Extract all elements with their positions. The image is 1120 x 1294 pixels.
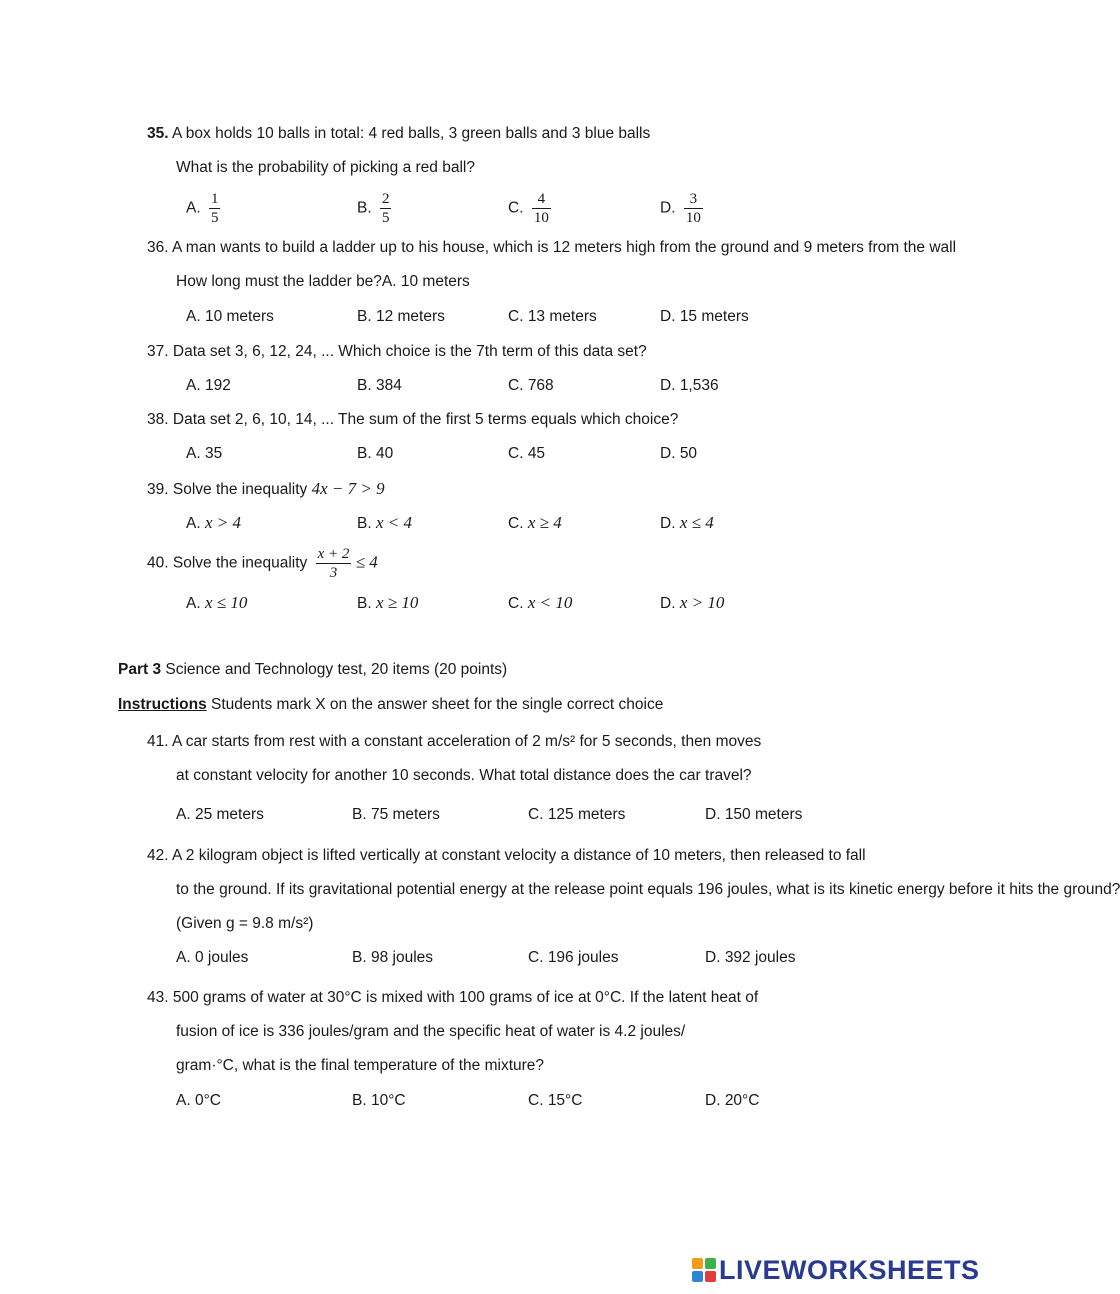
question-number: 41. (147, 733, 169, 750)
question-38 (147, 403, 678, 437)
option-d: D. 392 joules (705, 949, 796, 966)
option-d: D. 20°C (705, 1092, 760, 1109)
logo-square-icon (692, 1258, 703, 1269)
section-label: Part 3 (118, 661, 162, 678)
section-3-instructions (118, 690, 663, 720)
option-d: D. 15 meters (660, 308, 749, 325)
question-text-cont: What is the probability of picking a red ball? (176, 159, 475, 176)
option-c: C. 45 (508, 445, 546, 462)
question-number: 43. (147, 989, 169, 1006)
question-number: 36. (147, 239, 169, 256)
question-text-cont: gram·°C, what is the final temperature of the mixture? (176, 1057, 545, 1074)
option-d: D. x > 10 (660, 593, 725, 612)
question-number: 39. (147, 481, 169, 498)
logo-mark-icon (692, 1258, 716, 1282)
question-42 (147, 839, 866, 873)
option-b: B. 40 (357, 445, 394, 462)
fraction: $\frac{3}{10}$ (685, 191, 701, 226)
option-c: C. 125 meters (528, 806, 626, 823)
option-b: B. x < 4 (357, 513, 412, 532)
option-d: D. $\frac{3}{10}$ (660, 191, 701, 226)
option-c: C. 768 (508, 377, 554, 394)
instructions-text: Students mark X on the answer sheet for the single correct choice (206, 696, 664, 713)
logo-square-icon (705, 1271, 716, 1282)
question-number: 37. (147, 343, 169, 360)
question-text-cont: at constant velocity for another 10 seconds. What total distance does the car travel? (176, 767, 752, 784)
option-c: C. 196 joules (528, 949, 619, 966)
logo-text: LIVEWORKSHEETS (719, 1254, 980, 1285)
option-d: D. 50 (660, 445, 698, 462)
question-text: Data set 3, 6, 12, 24, ... Which choice is the 7th term of this data set? (172, 343, 647, 360)
fraction: $\frac{4}{10}$ (533, 191, 549, 226)
option-d: D. 150 meters (705, 806, 803, 823)
logo-square-icon (705, 1258, 716, 1269)
fraction: $\frac{2}{5}$ (381, 191, 390, 226)
question-text-cont: How long must the ladder be?A. 10 meters (176, 273, 470, 290)
option-b: B. 384 (357, 377, 402, 394)
question-43 (147, 981, 758, 1015)
option-a: A. 192 (186, 377, 231, 394)
section-description: Science and Technology test, 20 items (20 points) (161, 661, 508, 678)
option-a: A. 35 (186, 445, 223, 462)
option-c: C. 13 meters (508, 308, 597, 325)
option-a: A. 25 meters (176, 806, 264, 823)
question-text: A man wants to build a ladder up to his house, which is 12 meters high from the ground and 9 meters from the wall (172, 239, 957, 256)
inequality-expression: 4x − 7 > 9 (311, 479, 385, 498)
option-a: A. 0 joules (176, 949, 249, 966)
question-36 (147, 231, 956, 265)
inequality-fraction: $\frac{x + 2}{3}$ (317, 546, 350, 581)
question-41 (147, 725, 761, 759)
option-a: A. 10 meters (186, 308, 274, 325)
option-b: B. 98 joules (352, 949, 434, 966)
option-c: C. x < 10 (508, 593, 573, 612)
question-number: 42. (147, 847, 169, 864)
inequality-tail: ≤ 4 (355, 552, 378, 572)
option-a: A. x > 4 (186, 513, 241, 532)
question-text: Solve the inequality (172, 554, 308, 572)
liveworksheets-logo (692, 1253, 980, 1287)
question-35 (147, 117, 650, 151)
option-c: C. x ≥ 4 (508, 513, 562, 532)
question-text: A 2 kilogram object is lifted vertically at constant velocity a distance of 10 meters, then released to fall (172, 847, 866, 864)
instructions-label: Instructions (118, 696, 207, 713)
option-a: A. 0°C (176, 1092, 221, 1109)
option-b: B. 10°C (352, 1092, 406, 1109)
section-3-header (118, 655, 507, 685)
question-text: 500 grams of water at 30°C is mixed with 100 grams of ice at 0°C. If the latent heat of (172, 989, 759, 1006)
fraction: $\frac{1}{5}$ (210, 191, 219, 226)
question-text: Solve the inequality (172, 481, 308, 498)
option-b: B. x ≥ 10 (357, 593, 419, 612)
option-a: A. $\frac{1}{5}$ (186, 191, 219, 226)
option-d: D. 1,536 (660, 377, 719, 394)
question-text: A box holds 10 balls in total: 4 red balls, 3 green balls and 3 blue balls (172, 125, 651, 142)
question-number: 38. (147, 411, 169, 428)
question-text: A car starts from rest with a constant acceleration of 2 m/s² for 5 seconds, then moves (172, 733, 762, 750)
question-text-cont: fusion of ice is 336 joules/gram and the specific heat of water is 4.2 joules/ (176, 1023, 686, 1040)
question-text: Data set 2, 6, 10, 14, ... The sum of the first 5 terms equals which choice? (172, 411, 679, 428)
question-text-cont: to the ground. If its gravitational potential energy at the release point equals 196 joules, what is its kinetic energy before it hits the ground? (176, 881, 1120, 898)
option-c: C. $\frac{4}{10}$ (508, 191, 549, 226)
question-text-cont: (Given g = 9.8 m/s²) (176, 915, 314, 932)
logo-square-icon (692, 1271, 703, 1282)
option-b: B. $\frac{2}{5}$ (357, 191, 390, 226)
question-39 (147, 472, 385, 507)
option-b: B. 12 meters (357, 308, 445, 325)
question-number: 40. (147, 554, 169, 572)
question-37 (147, 335, 647, 369)
question-number: 35. (147, 125, 169, 142)
option-a: A. x ≤ 10 (186, 593, 248, 612)
option-b: B. 75 meters (352, 806, 440, 823)
question-40 (147, 545, 378, 582)
option-c: C. 15°C (528, 1092, 583, 1109)
option-d: D. x ≤ 4 (660, 513, 714, 532)
